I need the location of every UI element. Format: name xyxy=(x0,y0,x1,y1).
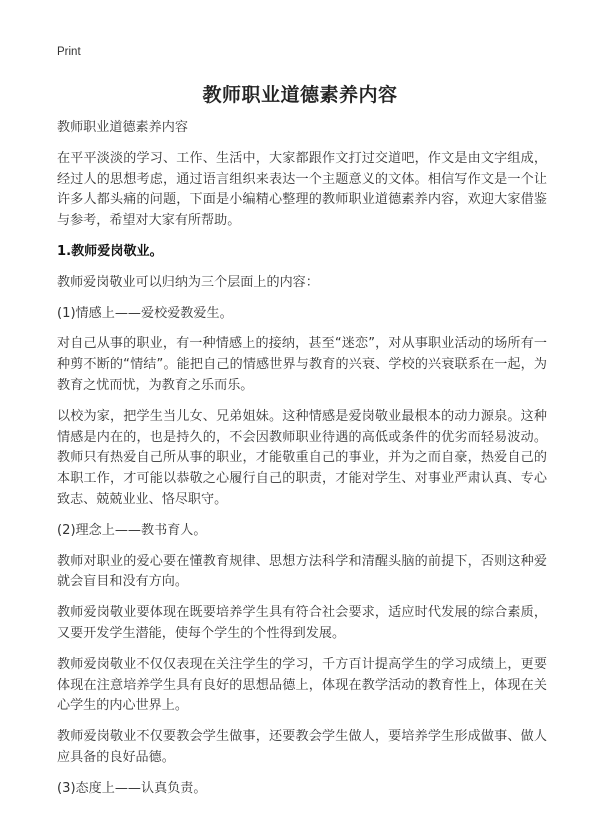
document-body xyxy=(57,118,547,810)
intro-heading-text: 教师职业道德素养内容 xyxy=(57,120,188,135)
section-heading: 1.教师爱岗敬业。 xyxy=(57,243,163,259)
subheading-concept: (2)理念上——教书育人。 xyxy=(57,522,207,538)
paragraph-concept-1: 教师对职业的爱心要在懂教育规律、思想方法科学和清醒头脑的前提下，否则这种爱就会盲目和没有方向。 xyxy=(57,553,547,590)
paragraph-concept-4: 教师爱岗敬业不仅要教会学生做事，还要教会学生做人，要培养学生形成做事、做人应具备的良好品德。 xyxy=(57,729,547,765)
paragraph-emotion-1: 对自己从事的职业，有一种情感上的接纳，甚至“迷恋”，对从事职业活动的场所有一种剪不断的“情结”。能把自己的情感世界与教育的兴衰、学校的兴衰联系在一起，为教育之忧而忧，为教育之乐而乐。 xyxy=(57,336,547,393)
section-intro: 教师爱岗敬业可以归纳为三个层面上的内容： xyxy=(57,274,319,290)
paragraph-emotion-2: 以校为家，把学生当儿女、兄弟姐妹。这种情感是爱岗敬业最根本的动力源泉。这种情感是内在的，也是持久的，不会因教师职业待遇的高低或条件的优劣而轻易波动。教师只有热爱自己所从事的职业，才能敬重自己的事业，并为之而自豪，热爱自己的本职工作，才可能以恭敬之心履行自己的职责，才能对学生、对事业严肃认真、专心致志、兢兢业业、恪尽职守。 xyxy=(57,408,547,507)
subheading-emotion: (1)情感上——爱校爱教爱生。 xyxy=(57,305,233,321)
paragraph-concept-3: 教师爱岗敬业不仅仅表现在关注学生的学习，千方百计提高学生的学习成绩上，更要体现在注意培养学生具有良好的思想品德上，体现在教学活动的教育性上，体现在关心学生的内心世界上。 xyxy=(57,656,547,714)
document-title: 教师职业道德素养内容 xyxy=(202,84,398,106)
print-link[interactable]: Print xyxy=(57,46,81,58)
subheading-attitude: (3)态度上——认真负责。 xyxy=(57,780,207,796)
paragraph-concept-2: 教师爱岗敬业要体现在既要培养学生具有符合社会要求，适应时代发展的综合素质，又要开发学生潜能，使每个学生的个性得到发展。 xyxy=(57,605,547,641)
intro-paragraph: 在平平淡淡的学习、工作、生活中，大家都跟作文打过交道吧，作文是由文字组成，经过人的思想考虑，通过语言组织来表达一个主题意义的文体。相信写作文是一个让许多人都头痛的问题，下面是小编精心整理的教师职业道德素养内容，欢迎大家借鉴与参考，希望对大家有所帮助。 xyxy=(57,150,547,229)
